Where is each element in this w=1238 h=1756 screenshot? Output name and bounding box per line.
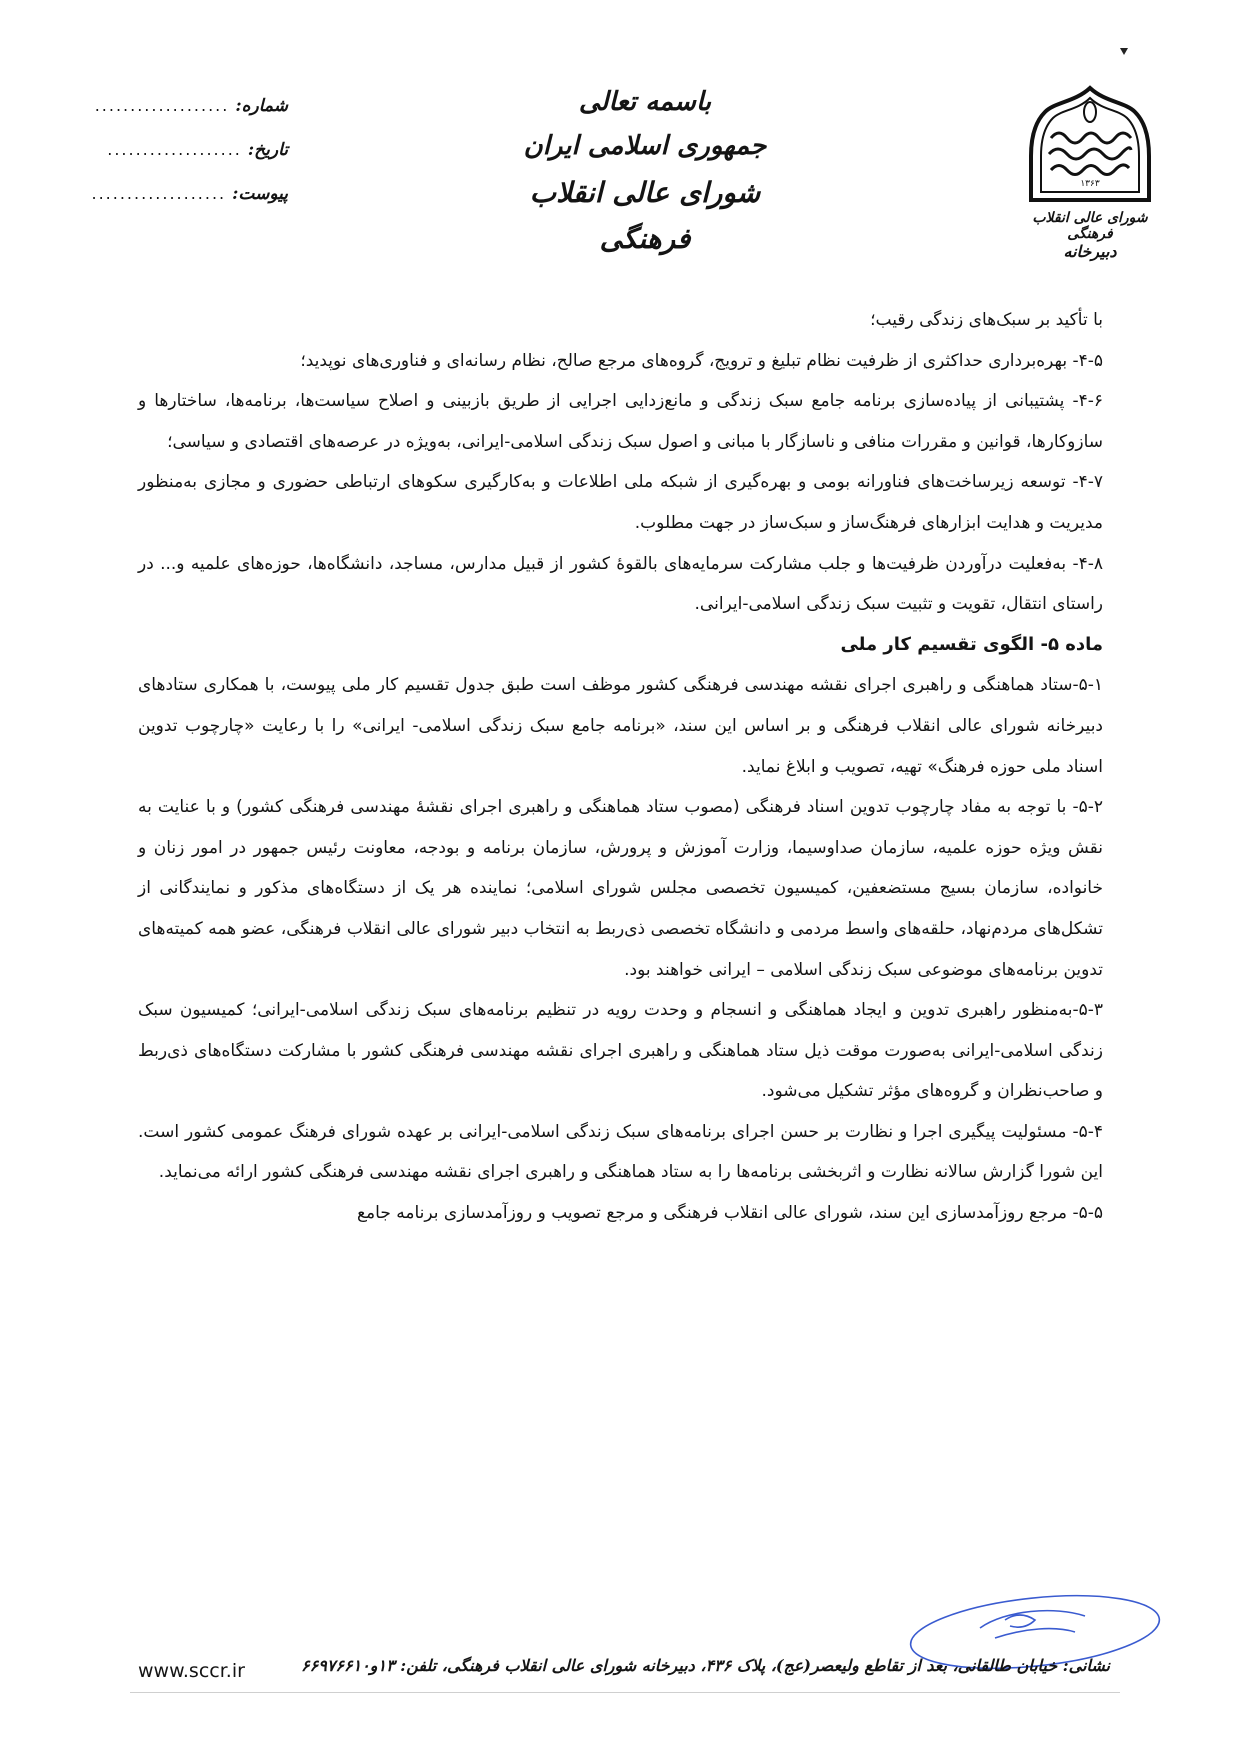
council-logo [1015, 82, 1165, 272]
document-body [138, 300, 1103, 1234]
meta-number-label: شماره: [235, 96, 288, 116]
meta-attachment-row [88, 184, 288, 228]
meta-date-value: ................... [107, 140, 242, 159]
section-heading: ماده ۵- الگوی تقسیم کار ملی [840, 633, 1103, 655]
body-paragraph: ۴-۶- پشتیبانی از پیاده‌سازی برنامه جامع سبک زندگی و مانع‌زدایی اجرایی از طریق بازبینی و اصلاح سیاست‌ها، برنامه‌ها، ساختارها و سازوکارها، قوانین و مقررات منافی و ناسازگار با مبانی و اصول سبک زندگی اسلامی-ایرانی، به‌ویژه در عرصه‌های اقتصادی و سیاسی؛ [138, 391, 1103, 452]
meta-date-label: تاریخ: [247, 140, 288, 160]
logo-subcaption: دبیرخانه [1063, 242, 1117, 261]
body-paragraph: ۴-۸- به‌فعلیت درآوردن ظرفیت‌ها و جلب مشارکت سرمایه‌های بالقوۀ کشور از قبیل مدارس، مساجد، دانشگاه‌ها، حوزه‌های علمیه و... در راستای انتقال، تقویت و تثبیت سبک زندگی اسلامی-ایرانی. [138, 553, 1103, 615]
section-paragraph: ۵-۳-به‌منظور راهبری تدوین و ایجاد هماهنگی و انسجام و وحدت رویه در تنظیم برنامه‌های سبک زندگی اسلامی-ایرانی؛ کمیسیون سبک زندگی اسلامی-ایرانی به‌صورت موقت ذیل ستاد هماهنگی و راهبری اجرای نقشه مهندسی فرهنگی کشور با مشارکت دستگاه‌های ذی‌ربط و صاحب‌نظران و گروه‌های مؤثر تشکیل می‌شود. [138, 1000, 1103, 1102]
corner-mark-icon [1120, 48, 1128, 56]
footer-address: نشانی: خیابان طالقانی، بعد از تقاطع ولیعصر(عج)، پلاک ۴۳۶، دبیرخانه شورای عالی انقلاب فرهنگی، تلفن: ۱۳و۶۶۹۷۶۶۱۰ [301, 1656, 1110, 1675]
section-paragraph: ۵-۱-ستاد هماهنگی و راهبری اجرای نقشه مهندسی فرهنگی کشور موظف است طبق جدول تقسیم کار ملی پیوست، با همکاری ستادهای دبیرخانه شورای عالی انقلاب فرهنگی و بر اساس این سند، «برنامه جامع سبک زندگی اسلامی- ایرانی» را با رعایت «چارچوب تدوین اسناد ملی حوزه فرهنگ» تهیه، تصویب و ابلاغ نماید. [138, 675, 1103, 777]
section-paragraph: ۵-۴- مسئولیت پیگیری اجرا و نظارت بر حسن اجرای برنامه‌های سبک زندگی اسلامی-ایرانی بر عهده شورای فرهنگ عمومی کشور است. این شورا گزارش سالانه نظارت و اثربخشی برنامه‌ها را به ستاد هماهنگی و راهبری اجرای نقشه مهندسی فرهنگی کشور ارائه می‌نماید. [138, 1121, 1103, 1183]
meta-attachment-label: پیوست: [232, 184, 288, 204]
meta-date-row [88, 140, 288, 184]
council-name: شورای عالی انقلاب فرهنگی [529, 176, 761, 255]
council-emblem-icon [1015, 82, 1165, 207]
section-paragraph: ۵-۲- با توجه به مفاد چارچوب تدوین اسناد فرهنگی (مصوب ستاد هماهنگی و راهبری اجرای نقشۀ مهندسی فرهنگی کشور) و با عنایت به نقش ویژه حوزه علمیه، سازمان صداوسیما، وزارت آموزش و پرورش، سازمان برنامه و بودجه، معاونت رئیس جمهور در امور زنان و خانواده، سازمان بسیج مستضعفین، کمیسیون تخصصی مجلس شورای اسلامی؛ نماینده هر یک از دستگاه‌های مذکور و نمایندگانی از تشکل‌های مردم‌نهاد، حلقه‌های واسط مردمی و دانشگاه تخصصی ذی‌ربط به انتخاب دبیر شورای عالی انقلاب فرهنگی، عضو همه کمیته‌های تدوین برنامه‌های موضوعی سبک زندگی اسلامی – ایرانی خواهند بود. [138, 797, 1103, 980]
meta-attachment-value: ................... [91, 184, 227, 203]
svg-text:۱۳۶۳: ۱۳۶۳ [1080, 179, 1100, 189]
footer-divider [130, 1692, 1120, 1693]
letterhead-title [480, 82, 810, 262]
meta-number-value: ................... [94, 96, 230, 115]
body-paragraph: ۴-۷- توسعه زیرساخت‌های فناورانه بومی و بهره‌گیری از شبکه ملی اطلاعات و به‌کارگیری سکوهای ارتباطی حضوری و مجازی به‌منظور مدیریت و هدایت ابزارهای فرهنگ‌ساز و سبک‌ساز در جهت مطلوب. [138, 472, 1103, 533]
bismillah-text: باسمه تعالی [578, 87, 712, 117]
body-paragraph: با تأکید بر سبک‌های زندگی رقیب؛ [870, 310, 1103, 330]
logo-caption: شورای عالی انقلاب فرهنگی [1032, 210, 1148, 242]
meta-number-row [88, 96, 288, 140]
website-link[interactable]: www.sccr.ir [138, 1660, 245, 1682]
country-name: جمهوری اسلامی ایران [523, 131, 767, 161]
section-paragraph: ۵-۵- مرجع روزآمدسازی این سند، شورای عالی انقلاب فرهنگی و مرجع تصویب و روزآمدسازی برنامه جامع [357, 1203, 1103, 1224]
letter-meta-fields [88, 96, 288, 228]
body-paragraph: ۴-۵- بهره‌برداری حداکثری از ظرفیت نظام تبلیغ و ترویج، گروه‌های مرجع صالح، نظام رسانه‌ای و فناوری‌های نوپدید؛ [300, 350, 1103, 371]
